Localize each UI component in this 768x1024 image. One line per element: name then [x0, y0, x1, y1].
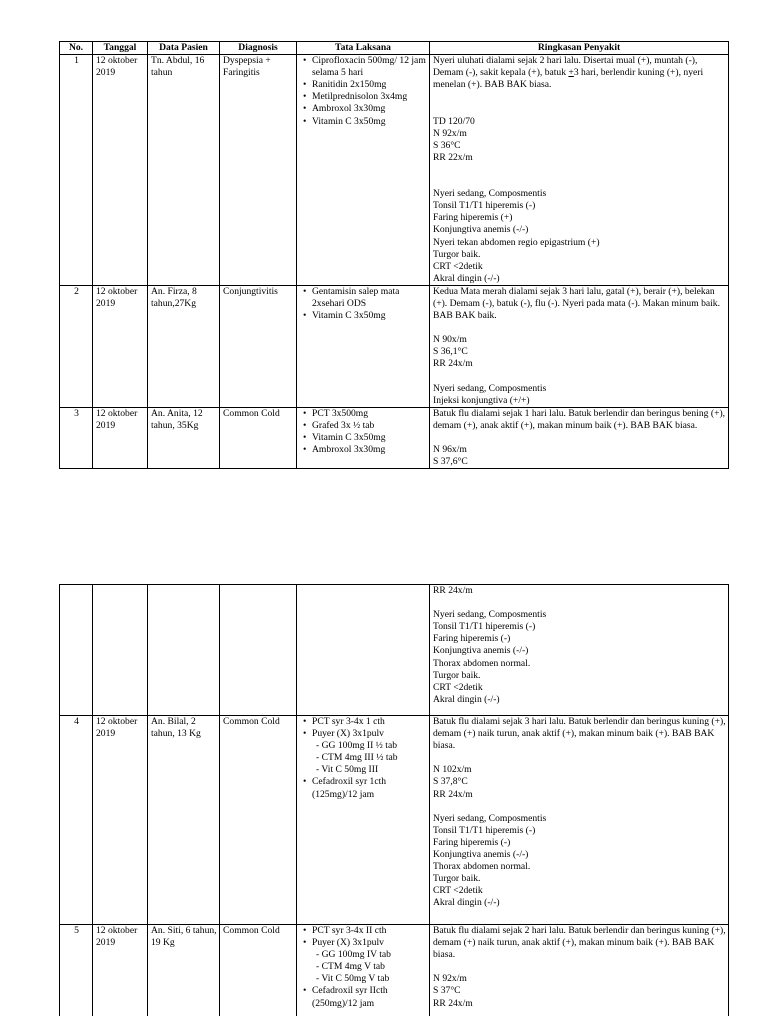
treatment-item: • Vitamin C 3x50mg — [300, 432, 427, 444]
exam-finding: Turgor baik. — [433, 873, 481, 885]
treatment-item-label: Puyer (X) 3x1pulv — [312, 937, 384, 949]
row-number: 4 — [60, 716, 93, 925]
exam-finding: Thorax abdomen normal. — [433, 657, 531, 669]
disease-summary — [430, 407, 729, 468]
disease-summary — [430, 55, 729, 286]
exam-finding: CRT <2detik — [433, 260, 483, 272]
table-row — [60, 285, 729, 407]
treatment-subitem: - Vit C 50mg III — [316, 764, 427, 776]
treatment — [297, 55, 430, 286]
header-ringkasan-penyakit: Ringkasan Penyakit — [430, 42, 729, 55]
disease-summary — [430, 716, 729, 925]
vital-sign: N 92x/m — [433, 973, 467, 985]
row-date: 12 oktober 2019 — [93, 407, 148, 468]
header-no: No. — [60, 42, 93, 55]
summary-history — [433, 55, 726, 91]
vital-sign: RR 24x/m — [433, 997, 473, 1009]
disease-summary — [430, 285, 729, 407]
row-number: 2 — [60, 285, 93, 407]
vital-sign: N 96x/m — [433, 444, 467, 456]
exam-finding: Konjungtiva anemis (-/-) — [433, 849, 529, 861]
treatment-item: • Vitamin C 3x50mg — [300, 310, 427, 322]
patient-data: An. Bilal, 2 tahun, 13 Kg — [148, 716, 220, 925]
treatment — [297, 924, 430, 1016]
treatment — [297, 285, 430, 407]
row-number: 3 — [60, 407, 93, 468]
exam-finding: CRT <2detik — [433, 885, 483, 897]
header-tata-laksana: Tata Laksana — [297, 42, 430, 55]
exam-finding: Turgor baik. — [433, 248, 481, 260]
exam-finding: Tonsil T1/T1 hiperemis (-) — [433, 621, 536, 633]
exam-finding: Akral dingin (-/-) — [433, 897, 500, 909]
treatment — [297, 716, 430, 925]
treatment-item — [300, 937, 427, 985]
treatment-list — [300, 286, 427, 322]
table-header-row — [60, 42, 729, 55]
exam-finding: Injeksi konjungtiva (+/+) — [433, 394, 530, 406]
diagnosis: Common Cold — [220, 924, 297, 1016]
summary-text-underlined: + — [568, 67, 574, 79]
treatment-subitem: - CTM 4mg V tab — [316, 961, 427, 973]
disease-summary — [430, 924, 729, 1016]
summary-history: Batuk flu dialami sejak 3 hari lalu. Batuk berlendir dan beringus kuning (+), demam (+) naik turun, anak aktif (+), makan minum baik (+). BAB BAK biasa. — [433, 716, 726, 752]
exam-finding: Faring hiperemis (-) — [433, 836, 511, 848]
exam-finding: Nyeri sedang, Composmentis — [433, 382, 547, 394]
exam-finding: Faring hiperemis (-) — [433, 633, 511, 645]
vital-sign: S 37,6°C — [433, 456, 468, 468]
exam-finding: Konjungtiva anemis (-/-) — [433, 645, 529, 657]
empty-cell — [297, 585, 430, 716]
header-diagnosis: Diagnosis — [220, 42, 297, 55]
treatment-item: • Ambroxol 3x30mg — [300, 444, 427, 456]
exam-finding: Turgor baik. — [433, 669, 481, 681]
diagnosis: Common Cold — [220, 716, 297, 925]
summary-history: Batuk flu dialami sejak 2 hari lalu. Batuk berlendir dan beringus kuning (+), demam (+) naik turun, anak aktif (+), makan minum baik (+). BAB BAK biasa. — [433, 924, 726, 961]
treatment-list — [300, 716, 427, 801]
empty-cell — [220, 585, 297, 716]
vital-sign: S 37,8°C — [433, 776, 468, 788]
summary-history: Kedua Mata merah dialami sejak 3 hari lalu, gatal (+), berair (+), belekan (+). Demam (-), batuk (-), flu (-). Nyeri pada mata (-). Makan minum baik. BAB BAK baik. — [433, 285, 720, 322]
exam-finding: Nyeri sedang, Composmentis — [433, 188, 547, 200]
exam-finding: Konjungtiva anemis (-/-) — [433, 224, 529, 236]
treatment-item: • PCT syr 3-4x 1 cth — [300, 716, 427, 728]
row-number: 1 — [60, 55, 93, 286]
treatment-item: • Ranitidin 2x150mg — [300, 79, 427, 91]
patient-data: An. Anita, 12 tahun, 35Kg — [148, 407, 220, 468]
patient-data: Tn. Abdul, 16 tahun — [148, 55, 220, 286]
vital-sign: RR 22x/m — [433, 151, 473, 163]
summary-text: 3 hari, berlendir kuning (+), nyeri menelan (+). BAB BAK biasa. — [433, 67, 704, 91]
exam-finding: Akral dingin (-/-) — [433, 272, 500, 284]
treatment-item-label: Puyer (X) 3x1pulv — [312, 728, 384, 740]
treatment-sublist — [312, 949, 427, 985]
exam-finding: Thorax abdomen normal. — [433, 861, 531, 873]
exam-finding: Nyeri tekan abdomen regio epigastrium (+) — [433, 236, 600, 248]
treatment-item — [300, 728, 427, 776]
disease-summary — [430, 585, 729, 716]
vital-sign: TD 120/70 — [433, 115, 475, 127]
vital-sign: RR 24x/m — [433, 585, 473, 596]
treatment-item: • Metilprednisolon 3x4mg — [300, 91, 427, 103]
treatment-list — [300, 55, 427, 128]
exam-finding: CRT <2detik — [433, 681, 483, 693]
treatment — [297, 407, 430, 468]
table-row-continuation — [60, 585, 729, 716]
vital-sign: RR 24x/m — [433, 788, 473, 800]
treatment-subitem: - CTM 4mg III ½ tab — [316, 752, 427, 764]
empty-cell — [93, 585, 148, 716]
treatment-item: • Gentamisin salep mata 2xsehari ODS — [300, 286, 427, 310]
vital-sign: RR 24x/m — [433, 358, 473, 370]
treatment-item: • Grafed 3x ½ tab — [300, 420, 427, 432]
patient-data: An. Siti, 6 tahun, 19 Kg — [148, 924, 220, 1016]
treatment-item: • Ambroxol 3x30mg — [300, 103, 427, 115]
treatment-list — [300, 925, 427, 1010]
patient-table-page-2 — [59, 584, 729, 1016]
vital-sign: N 92x/m — [433, 127, 467, 139]
row-number: 5 — [60, 924, 93, 1016]
vital-sign: N 102x/m — [433, 764, 472, 776]
empty-cell — [148, 585, 220, 716]
exam-finding: Tonsil T1/T1 hiperemis (-) — [433, 200, 536, 212]
diagnosis: Dyspepsia + Faringitis — [220, 55, 297, 286]
table-row — [60, 924, 729, 1016]
patient-table-page-1 — [59, 41, 729, 469]
vital-sign: N 90x/m — [433, 334, 467, 346]
treatment-sublist — [312, 740, 427, 776]
row-date: 12 oktober 2019 — [93, 924, 148, 1016]
patient-data: An. Firza, 8 tahun,27Kg — [148, 285, 220, 407]
treatment-item: • PCT 3x500mg — [300, 408, 427, 420]
row-date: 12 oktober 2019 — [93, 55, 148, 286]
exam-finding: Akral dingin (-/-) — [433, 693, 500, 705]
vital-sign: S 36,1°C — [433, 346, 468, 358]
exam-finding: Faring hiperemis (+) — [433, 212, 513, 224]
treatment-subitem: - GG 100mg II ½ tab — [316, 740, 427, 752]
treatment-item: • Ciprofloxacin 500mg/ 12 jam selama 5 hari — [300, 55, 427, 79]
vital-sign: S 37°C — [433, 985, 461, 997]
row-date: 12 oktober 2019 — [93, 285, 148, 407]
table-row — [60, 716, 729, 925]
treatment-list — [300, 408, 427, 456]
treatment-item: • Vitamin C 3x50mg — [300, 116, 427, 128]
treatment-subitem: - GG 100mg IV tab — [316, 949, 427, 961]
header-data-pasien: Data Pasien — [148, 42, 220, 55]
treatment-item: • Cefadroxil syr 1cth (125mg)/12 jam — [300, 776, 427, 800]
exam-finding: Nyeri sedang, Composmentis — [433, 609, 547, 621]
row-date: 12 oktober 2019 — [93, 716, 148, 925]
treatment-subitem: - Vit C 50mg V tab — [316, 973, 427, 985]
exam-finding: Nyeri sedang, Composmentis — [433, 812, 547, 824]
table-row — [60, 55, 729, 286]
diagnosis: Common Cold — [220, 407, 297, 468]
header-tanggal: Tanggal — [93, 42, 148, 55]
exam-finding: Tonsil T1/T1 hiperemis (-) — [433, 824, 536, 836]
vital-sign: S 36°C — [433, 139, 461, 151]
treatment-item: • Cefadroxil syr IIcth (250mg)/12 jam — [300, 985, 427, 1009]
summary-text: Nyeri uluhati dialami sejak 2 hari lalu. Disertai mual (+), muntah (-), Demam (-), sakit kepala (+), batuk — [433, 55, 698, 79]
table-row — [60, 407, 729, 468]
diagnosis: Conjungtivitis — [220, 285, 297, 407]
summary-history: Batuk flu dialami sejak 1 hari lalu. Batuk berlendir dan beringus bening (+), demam (+), anak aktif (+), makan minum baik (+). BAB BAK biasa. — [433, 407, 726, 431]
treatment-item: • PCT syr 3-4x II cth — [300, 925, 427, 937]
empty-cell — [60, 585, 93, 716]
